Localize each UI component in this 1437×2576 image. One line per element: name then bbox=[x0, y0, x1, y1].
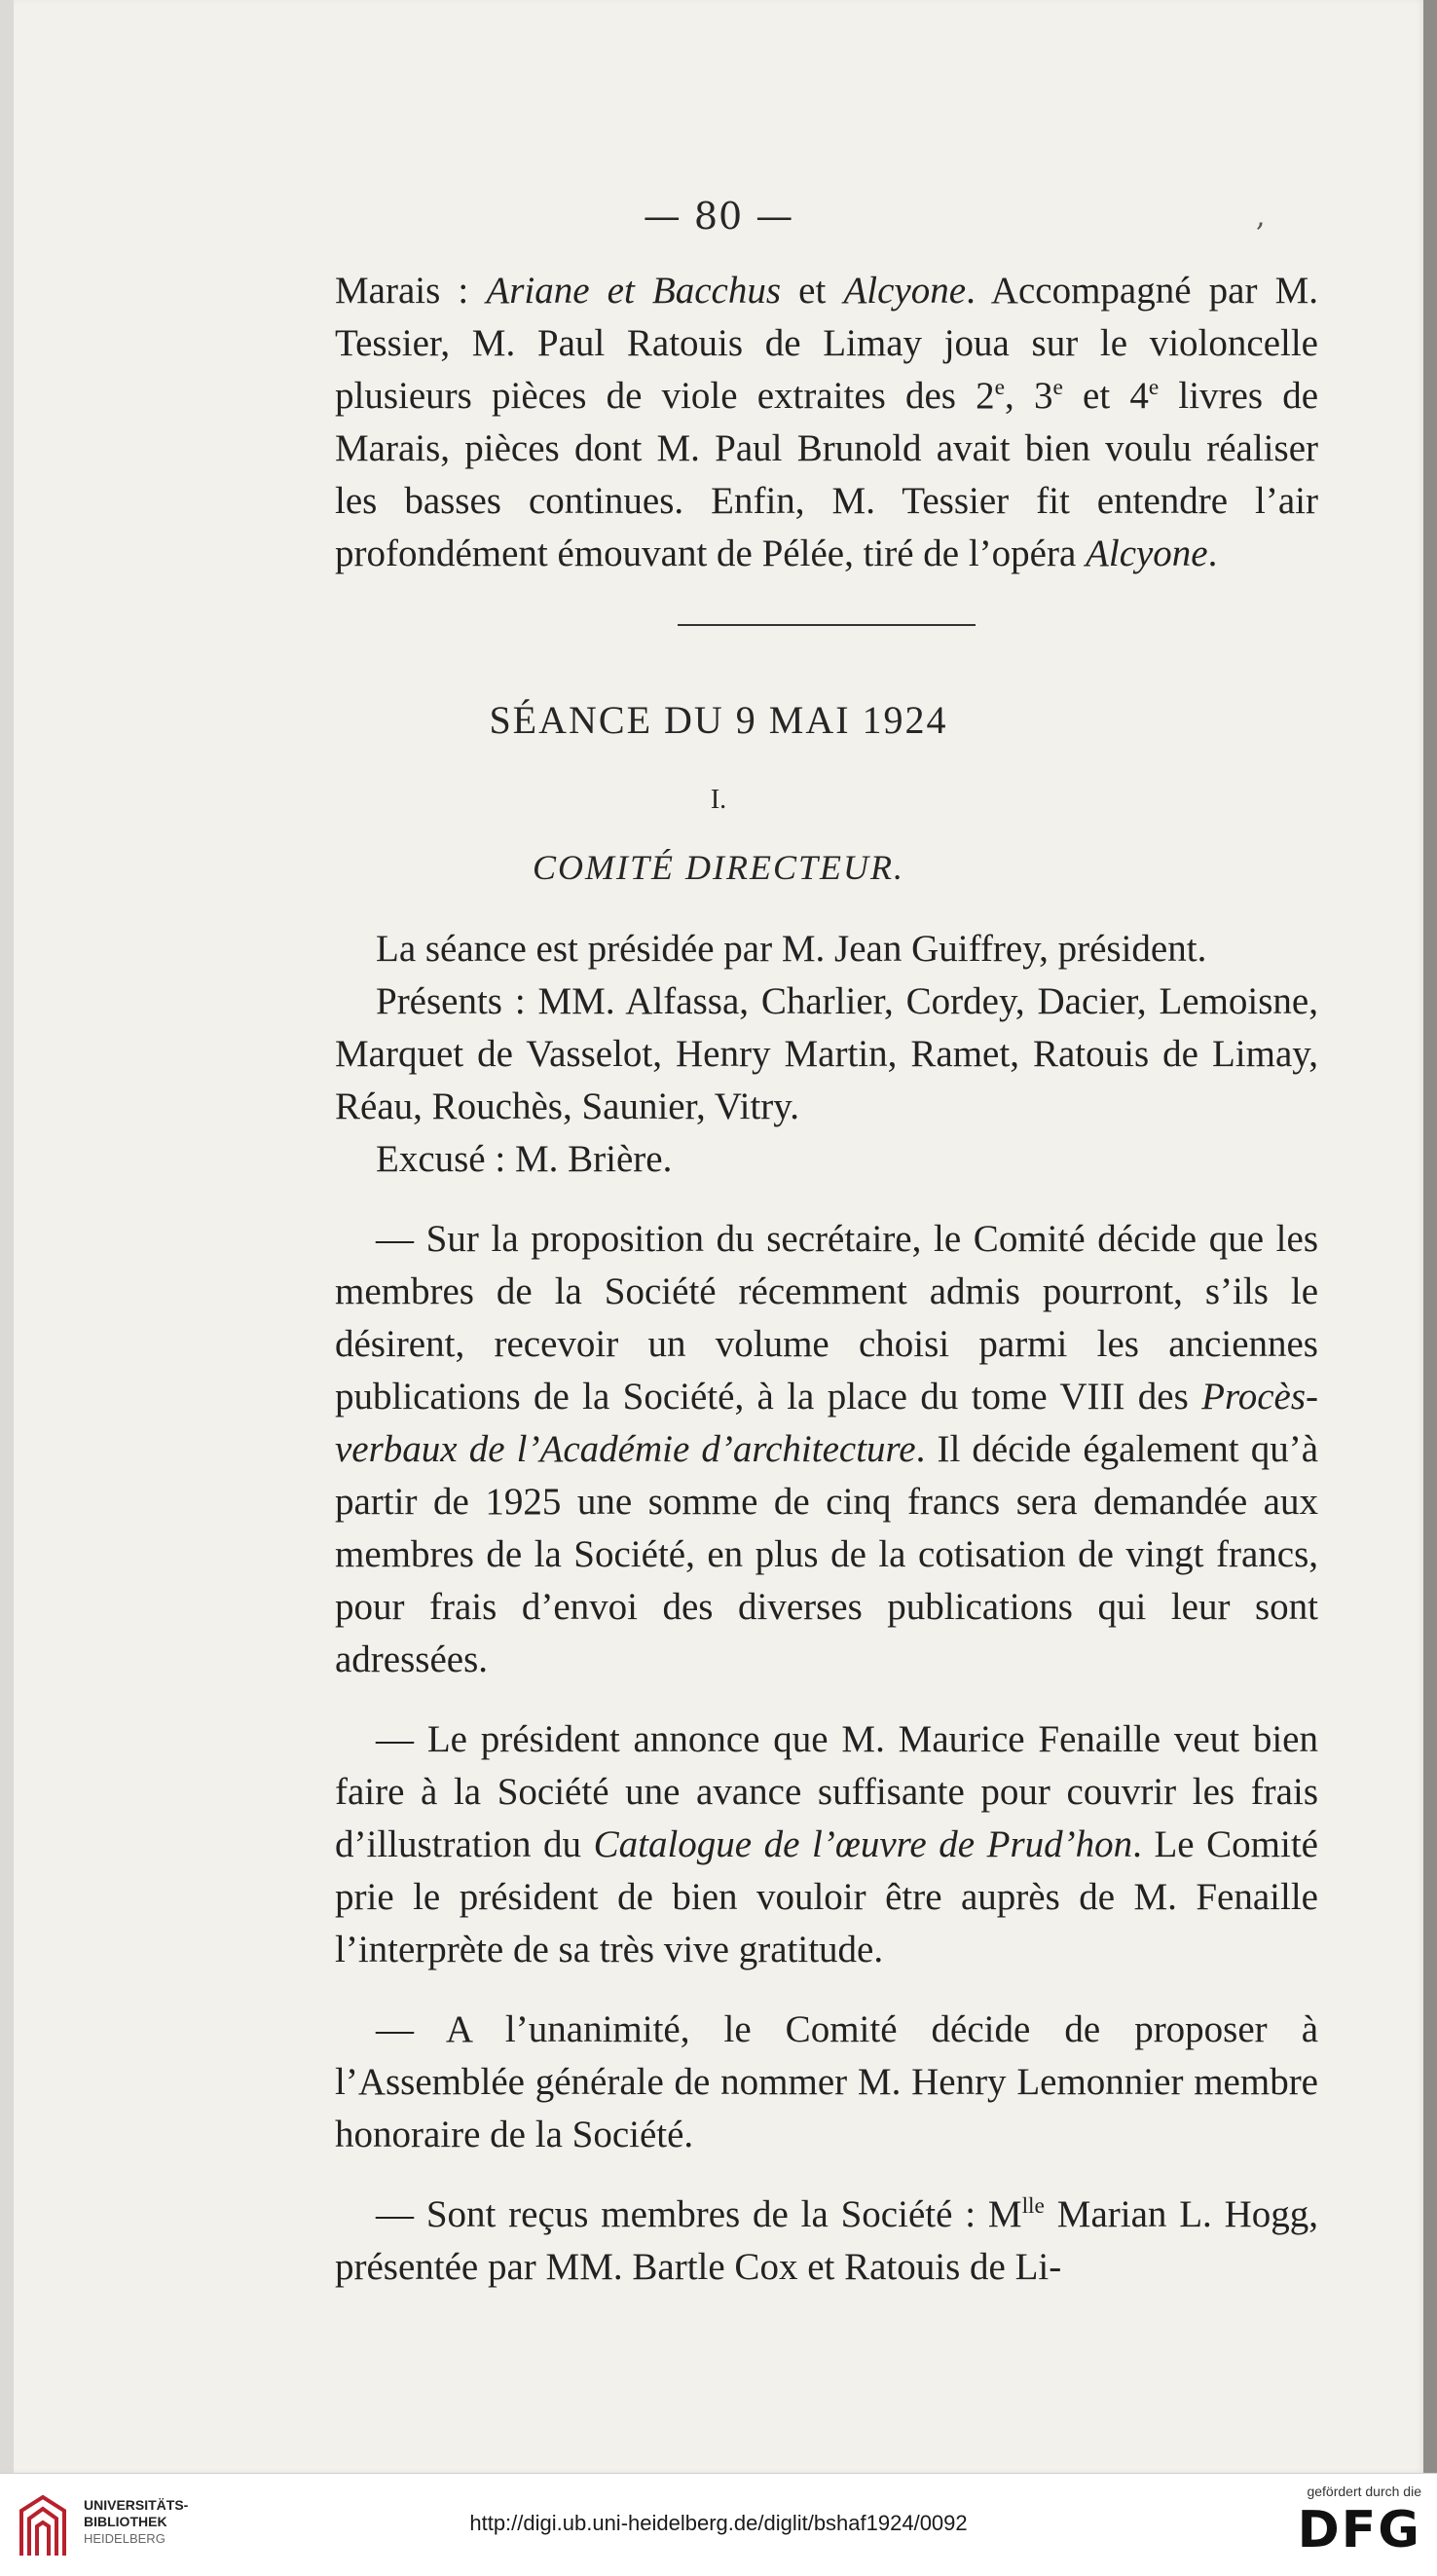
text-run: Marais : bbox=[335, 270, 487, 312]
fenaille-paragraph bbox=[335, 1713, 1318, 1976]
stray-mark: , bbox=[1256, 200, 1266, 234]
text-run: et 4 bbox=[1062, 375, 1149, 417]
funding-label: gefördert durch die bbox=[1307, 2484, 1421, 2499]
superscript: e bbox=[994, 375, 1006, 400]
text-run: . bbox=[1207, 533, 1218, 574]
section-divider bbox=[678, 624, 976, 626]
page-edge-shadow bbox=[1423, 0, 1437, 2473]
text-run: , 3 bbox=[1005, 375, 1053, 417]
text-run: . Le Comité prie le président de bien vouloir être auprès de M. Fenaille l’interprète de sa très vive gratitude. bbox=[335, 1823, 1318, 1970]
text-run: Marian L. Hogg, présentée par MM. Bartle Cox et Ratouis de Li- bbox=[335, 2193, 1319, 2288]
page-number: — 80 — bbox=[643, 195, 794, 238]
text-run: et bbox=[781, 270, 844, 312]
unanimite-paragraph: — A l’unanimité, le Comité décide de proposer à l’Assemblée générale de nommer M. Henry Lemonnier membre honoraire de la Société. bbox=[335, 2008, 1318, 2155]
proposition-paragraph bbox=[335, 1213, 1318, 1686]
admissions-paragraph bbox=[335, 2189, 1318, 2294]
library-name-line: BIBLIOTHEK bbox=[84, 2514, 167, 2529]
text-run: — Sont reçus membres de la Société : M bbox=[376, 2193, 1022, 2235]
funding-credit bbox=[1298, 2484, 1421, 2558]
presents-paragraph: Présents : MM. Alfassa, Charlier, Cordey, Dacier, Lemoisne, Marquet de Vasselot, Henry Martin, Ramet, Ratouis de Limay, Réau, Rouchès, Saunier, Vitry. bbox=[335, 980, 1318, 1127]
text-run: — Sur la proposition du secrétaire, le Comité décide que les membres de la Société récemment admis pourront, s’ils le désirent, recevoir un volume choisi parmi les anciennes publications de la Société, à la place du tome VIII des bbox=[335, 1218, 1318, 1417]
text-run: . Il décide également qu’à partir de 1925 une somme de cinq francs sera demandée aux membres de la Société, en plus de la cotisation de vingt francs, pour frais d’envoi des diverses publications qui leur sont adressées. bbox=[335, 1428, 1319, 1680]
presidence-paragraph: La séance est présidée par M. Jean Guiffrey, président. bbox=[376, 928, 1207, 970]
section-number: I. bbox=[710, 785, 727, 815]
excuse-paragraph: Excusé : M. Brière. bbox=[376, 1138, 673, 1180]
text-run: — Le président annonce que M. Maurice Fenaille veut bien faire à la Société une avance suffisante pour couvrir les frais d’illustration du bbox=[335, 1718, 1318, 1865]
dfg-logo: DFG bbox=[1297, 2501, 1421, 2559]
work-title: Alcyone bbox=[1086, 533, 1208, 574]
permalink-url[interactable]: http://digi.ub.uni-heidelberg.de/diglit/bshaf1924/0092 bbox=[469, 2511, 968, 2535]
text-run: . Accompagné par M. Tessier, M. Paul Ratouis de Limay joua sur le violoncelle plusieurs pièces de viole extraites des 2 bbox=[335, 270, 1318, 417]
superscript: e bbox=[1052, 375, 1063, 400]
opening-paragraph bbox=[335, 265, 1318, 580]
work-title: Procès-verbaux de l’Académie d’architecture bbox=[335, 1376, 1318, 1470]
superscript: e bbox=[1148, 375, 1160, 400]
section-subtitle: COMITÉ DIRECTEUR. bbox=[533, 848, 904, 887]
text-run: livres de Marais, pièces dont M. Paul Brunold avait bien voulu réaliser les basses continues. Enfin, M. Tessier fit entendre l’air profondément émouvant de Pélée, tiré de l’opéra bbox=[335, 375, 1319, 574]
superscript: lle bbox=[1021, 2193, 1045, 2219]
work-title: Alcyone bbox=[843, 270, 967, 312]
viewer-footer bbox=[0, 2473, 1437, 2576]
library-name-line: HEIDELBERG bbox=[84, 2531, 166, 2546]
work-title: Ariane et Bacchus bbox=[486, 270, 782, 312]
work-title: Catalogue de l’œuvre de Prud’hon bbox=[593, 1823, 1133, 1865]
minutes-body bbox=[335, 923, 1318, 2294]
library-name-line: UNIVERSITÄTS- bbox=[84, 2497, 189, 2513]
session-heading: SÉANCE DU 9 MAI 1924 bbox=[489, 698, 948, 742]
